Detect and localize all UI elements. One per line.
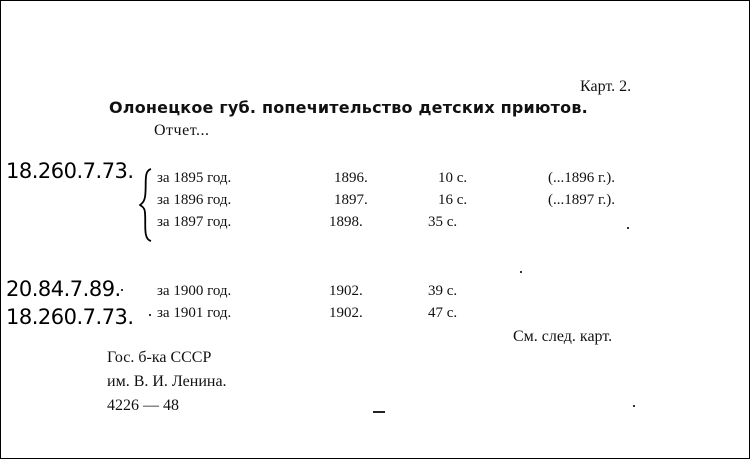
scan-speck <box>627 227 629 229</box>
entry-pub-year: 1897. <box>334 192 368 208</box>
scan-mark <box>373 411 385 413</box>
entry-pages: 39 с. <box>428 283 458 299</box>
scan-speck <box>520 271 522 273</box>
entry-note: (...1897 г.). <box>548 192 615 208</box>
shelfmark-handwritten: 20.84.7.89. <box>6 277 121 301</box>
entry-note: (...1896 г.). <box>548 170 615 186</box>
scan-speck <box>149 314 151 316</box>
entry-pages: 47 с. <box>428 305 458 321</box>
library-stamp-line: Гос. б-ка СССР <box>107 349 212 366</box>
entry-year: за 1900 год. <box>157 283 232 299</box>
entry-pub-year: 1902. <box>329 283 363 299</box>
entry-pages: 35 с. <box>428 214 458 230</box>
card-subtitle: Отчет... <box>154 122 210 139</box>
scan-speck <box>121 289 123 291</box>
brace-mark <box>139 167 155 243</box>
entry-year: за 1895 год. <box>157 170 232 186</box>
see-next-card: См. след. карт. <box>513 328 613 345</box>
entry-year: за 1897 год. <box>157 214 232 230</box>
entry-pub-year: 1902. <box>329 305 363 321</box>
print-number: 4226 — 48 <box>107 397 179 414</box>
entry-year: за 1901 год. <box>157 305 232 321</box>
shelfmark-handwritten: 18.260.7.73. <box>6 305 134 329</box>
card-title: Олонецкое губ. попечительство детских приютов. <box>109 98 588 117</box>
card-number: Карт. 2. <box>580 78 632 95</box>
library-stamp-line: им. В. И. Ленина. <box>107 373 227 390</box>
entry-pages: 10 с. <box>438 170 468 186</box>
entry-pub-year: 1898. <box>329 214 363 230</box>
shelfmark-handwritten: 18.260.7.73. <box>6 159 134 183</box>
entry-year: за 1896 год. <box>157 192 232 208</box>
scan-speck <box>633 405 635 407</box>
entry-pages: 16 с. <box>438 192 468 208</box>
entry-pub-year: 1896. <box>334 170 368 186</box>
